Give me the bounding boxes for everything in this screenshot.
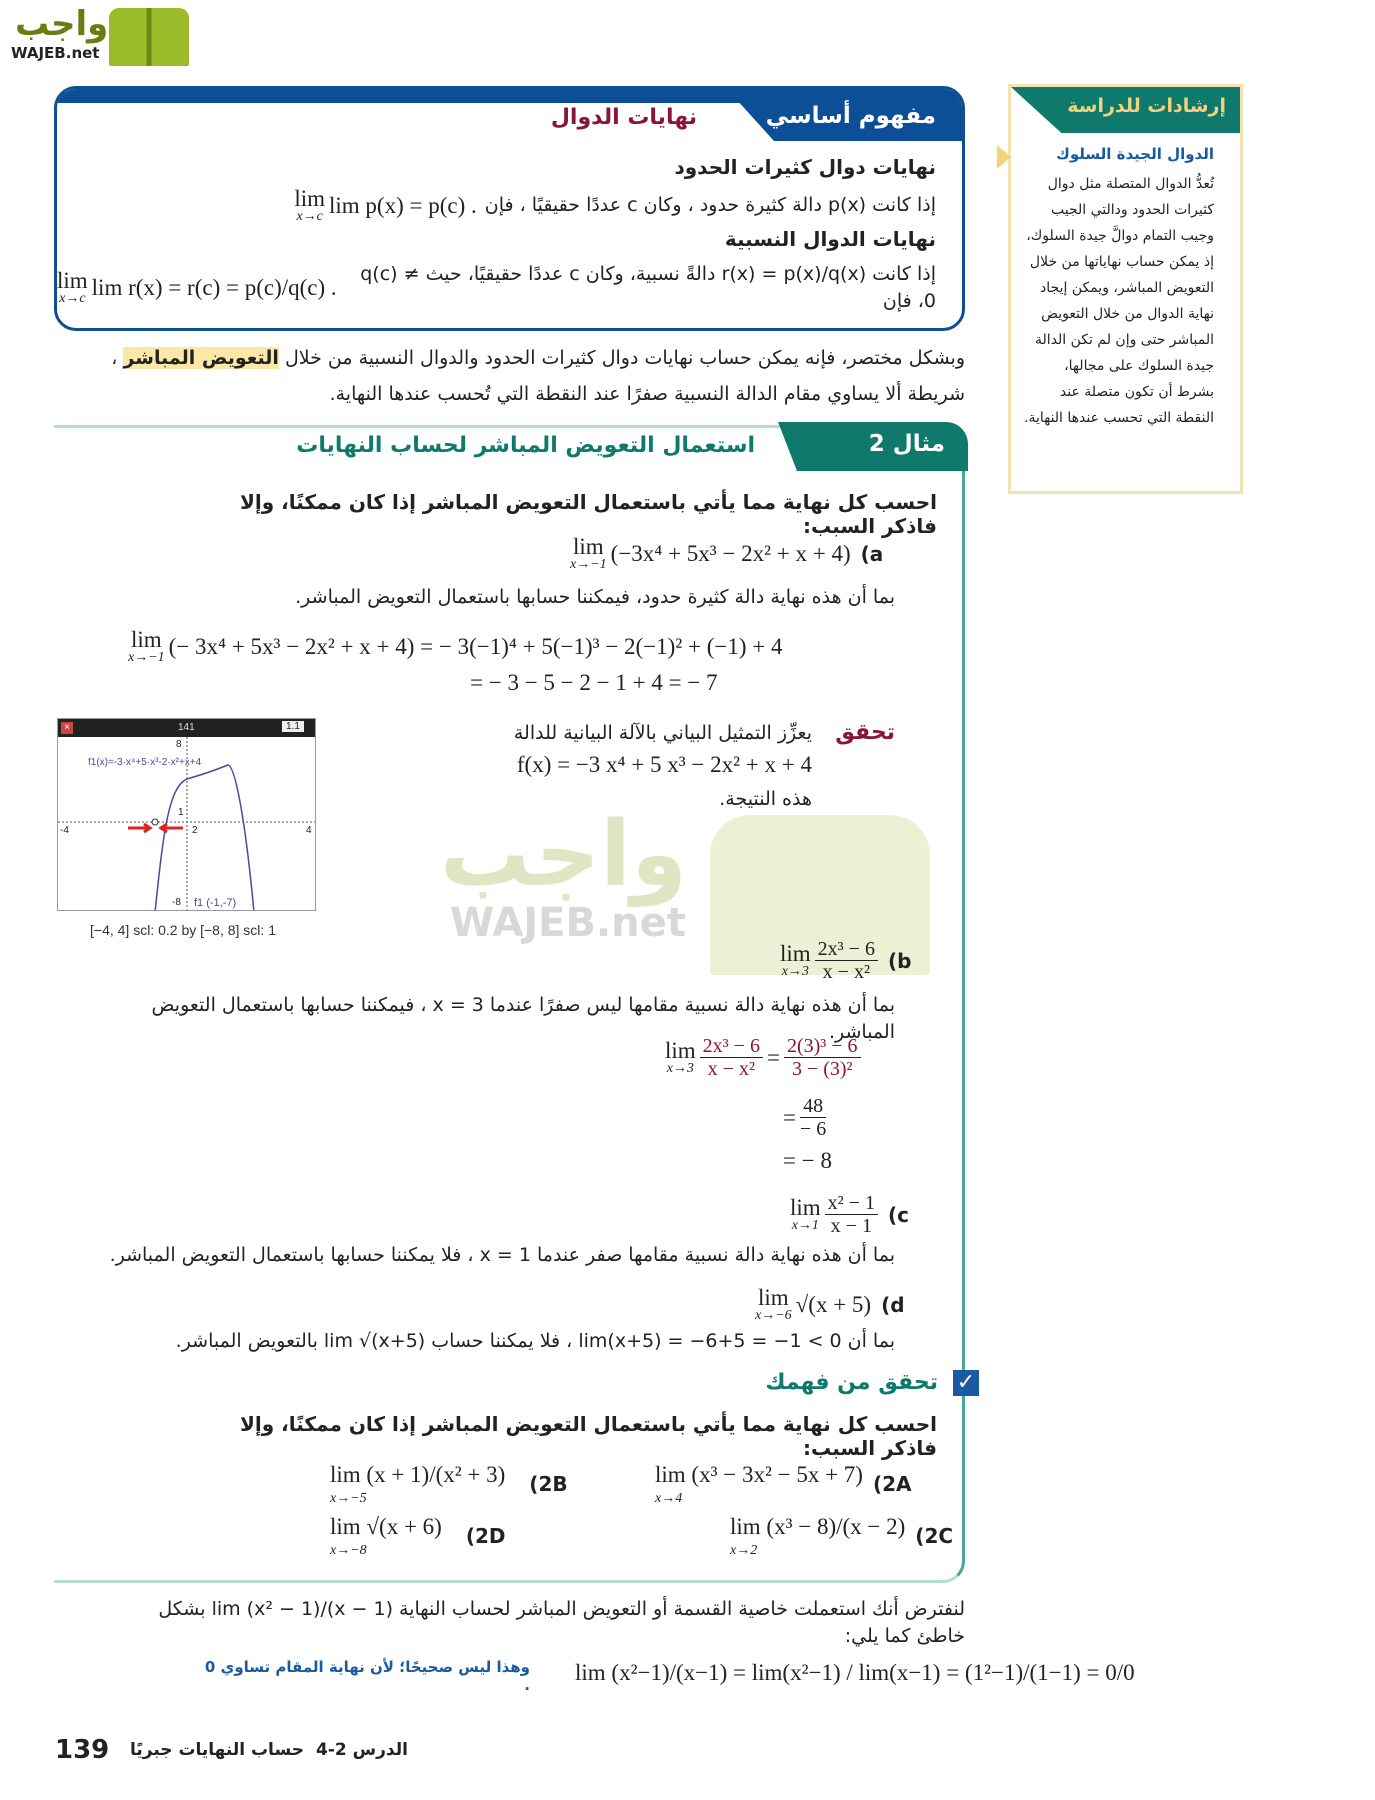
logo-latin: WAJEB.net (11, 44, 100, 62)
concept-tag: مفهوم أساسي (765, 103, 936, 129)
lesson-footer (130, 1740, 408, 1760)
example-header (54, 425, 965, 471)
check-function: f(x) = −3 x⁴ + 5 x³ − 2x² + x + 4 (516, 752, 812, 777)
exercise-label: (2D (465, 1524, 506, 1549)
part-c-label: (c (887, 1202, 909, 1227)
part-a-label: (a (860, 541, 884, 566)
poly-heading: نهايات دوال كثيرات الحدود (674, 155, 936, 179)
exercise-label: (2B (529, 1472, 568, 1497)
part-b-text: بما أن هذه نهاية دالة نسبية مقامها ليس صفرًا عندما x = 3 ، فيمكننا حسابها باستعمال التعويض المباشر. (151, 994, 895, 1043)
summary-paragraph: وبشكل مختصر، فإنه يمكن حساب نهايات دوال كثيرات الحدود والدوال النسبية من خلال التعويض المباشر ، شريطة ألا يساوي مقام الدالة النسبية صفرًا عند النقطة التي تُحسب عندها النهاية. (111, 347, 965, 405)
exercise-expression: lim √(x + 6) (330, 1514, 442, 1539)
part-a-result: = − 3 − 5 − 2 − 1 + 4 = − 7 (470, 670, 718, 695)
exercise-expression: lim (x + 1)/(x² + 3) (330, 1462, 506, 1487)
exercise-2A[interactable]: lim (x³ − 3x² − 5x + 7) x→4 (2A (655, 1462, 912, 1507)
part-b-calculation: lim x→3 $\frac{\text{2x³ − 6}}{\text{x − x²}}$ = $\frac{\text{2(3)³ − 6}}{\text{3 − (3)²}}$ (665, 1035, 861, 1080)
part-c-expression: lim x→1 $\frac{\text{x² − 1}}{x - 1}$ (790, 1192, 878, 1237)
book-icon (109, 8, 189, 66)
rational-formula: lim x→c lim r(x) = r(c) = p(c)/q(c) . (57, 268, 337, 307)
sidebar-body: تُعدُّ الدوال المتصلة مثل دوال كثيرات الحدود ودالتي الجيب وجيب التمام دوالَّ جيدة السلوك، إذ يمكن حساب نهاياتها من خلال التعويض المباشر، ويمكن إيجاد نهاية الدوال من خلال التعويض المباشر حتى وإن لم تكن الدالة جيدة السلوك على مجالها، بشرط أن تكون متصلة عند النقطة التي تحسب عندها النهاية. (1024, 176, 1214, 426)
sidebar-pointer-icon (997, 145, 1011, 169)
wajeb-logo (9, 6, 194, 66)
check-line-1: يعزِّز التمثيل البياني بالآلة البيانية للدالة (513, 722, 812, 744)
part-a-expression: lim x→−1 (−3x⁴ + 5x³ − 2x² + x + 4) (570, 534, 851, 572)
exercise-2B[interactable]: lim (x + 1)/(x² + 3) x→−5 (2B (330, 1462, 568, 1507)
part-a-text: بما أن هذه نهاية دالة كثيرة حدود، فيمكننا حسابها باستعمال التعويض المباشر. (295, 586, 895, 608)
wajeb-watermark: واجب WAJEB.net (440, 802, 687, 946)
check-understanding-instruction: احسب كل نهاية مما يأتي باستعمال التعويض المباشر إذا كان ممكنًا، وإلا فاذكر السبب: (240, 1412, 937, 1460)
example-label: مثال 2 (868, 431, 945, 457)
part-d-expression: lim x→−6 √(x + 5) (755, 1285, 872, 1323)
poly-formula: lim x→c lim p(x) = p(c) . (294, 186, 477, 224)
rational-heading: نهايات الدوال النسبية (724, 227, 936, 251)
sidebar-subtitle: الدوال الجيدة السلوك (1056, 145, 1214, 163)
close-icon: × (61, 722, 73, 734)
graphing-calculator-screen (57, 718, 316, 911)
exercise-expression: lim (x³ − 3x² − 5x + 7) (655, 1462, 863, 1487)
key-concept-box (54, 86, 965, 331)
exercise-label: (2C (915, 1524, 954, 1549)
misuse-note: وهذا ليس صحيحًا؛ لأن نهاية المقام تساوي 0 . (204, 1658, 530, 1694)
exercise-2C[interactable]: lim (x³ − 8)/(x − 2) x→2 (2C (730, 1514, 954, 1559)
x-min-label: -4 (60, 825, 69, 836)
part-b-expression: lim x→3 $\frac{\text{2x³ − 6}}{\text{x − x²}}$ (780, 938, 878, 983)
part-b-label: (b (887, 948, 912, 973)
checkmark-icon: ✓ (953, 1370, 979, 1396)
concept-title: نهايات الدوال (550, 105, 697, 130)
function-label: f1(x)=-3·x⁴+5·x³-2·x²+x+4 (88, 757, 202, 768)
part-d-text: بما أن lim(x+5) = −6+5 = −1 < 0 ، فلا يمكننا حساب lim √(x+5) بالتعويض المباشر. (175, 1330, 895, 1352)
poly-text: إذا كانت p(x) دالة كثيرة حدود ، وكان c عددًا حقيقيًا ، فإن (484, 194, 936, 217)
y-max-label: 8 (176, 739, 182, 750)
part-b-step: = $\frac{48}{- 6}$ (783, 1095, 827, 1140)
battery-indicator: 141 (178, 722, 195, 733)
page-number: 139 (55, 1735, 110, 1765)
misuse-formula: lim (x²−1)/(x−1) = lim(x²−1) / lim(x−1) = (1²−1)/(1−1) = 0/0 (575, 1660, 1135, 1685)
part-d-label: (d (881, 1292, 905, 1317)
exercise-2D[interactable]: lim √(x + 6) x→−8 (2D (330, 1514, 506, 1559)
sidebar-title: إرشادات للدراسة (1067, 95, 1226, 117)
direct-substitution-highlight: التعويض المباشر (123, 347, 279, 369)
page-tab: 1.1 (282, 721, 304, 732)
check-label: تحقق (835, 720, 895, 745)
check-line-3: هذه النتيجة. (719, 788, 812, 810)
example-instruction: احسب كل نهاية مما يأتي باستعمال التعويض المباشر إذا كان ممكنًا، وإلا فاذكر السبب: (240, 490, 937, 538)
x-max-label: 4 (306, 825, 312, 836)
point-label: f1 (-1,-7) (194, 897, 237, 909)
calculator-caption: [−4, 4] scl: 0.2 by [−8, 8] scl: 1 (90, 922, 276, 938)
example-title: استعمال التعويض المباشر لحساب النهايات (296, 433, 755, 458)
part-a-calculation: lim x→−1 (− 3x⁴ + 5x³ − 2x² + x + 4) = − 3(−1)⁴ + 5(−1)³ − 2(−1)² + (−1) + 4 (128, 627, 783, 665)
y-min-label: -8 (172, 897, 181, 908)
rational-text: إذا كانت r(x) = p(x)/q(x) دالةً نسبية، وكان c عددًا حقيقيًا، حيث q(c) ≠ 0، فإن (360, 263, 936, 312)
part-c-text: بما أن هذه نهاية دالة نسبية مقامها صفر عندما x = 1 ، فلا يمكننا حسابها باستعمال التعويض المباشر. (109, 1244, 895, 1266)
study-tips-sidebar (1008, 84, 1243, 494)
logo-arabic: واجب (15, 4, 109, 44)
exercise-expression: lim (x³ − 8)/(x − 2) (730, 1514, 906, 1539)
check-understanding-title: تحقق من فهمك (765, 1370, 938, 1395)
lesson-number: الدرس 2-4 (316, 1740, 408, 1760)
tick-label-2: 2 (192, 825, 198, 836)
tick-label-1: 1 (178, 807, 184, 818)
lesson-title: حساب النهايات جبريًا (130, 1740, 304, 1760)
part-b-final: = − 8 (783, 1148, 832, 1173)
exercise-label: (2A (872, 1472, 912, 1497)
misuse-text: لنفترض أنك استعملت خاصية القسمة أو التعويض المباشر لحساب النهاية lim (x² − 1)/(x − 1) بشكل خاطئ كما يلي: (158, 1598, 965, 1647)
